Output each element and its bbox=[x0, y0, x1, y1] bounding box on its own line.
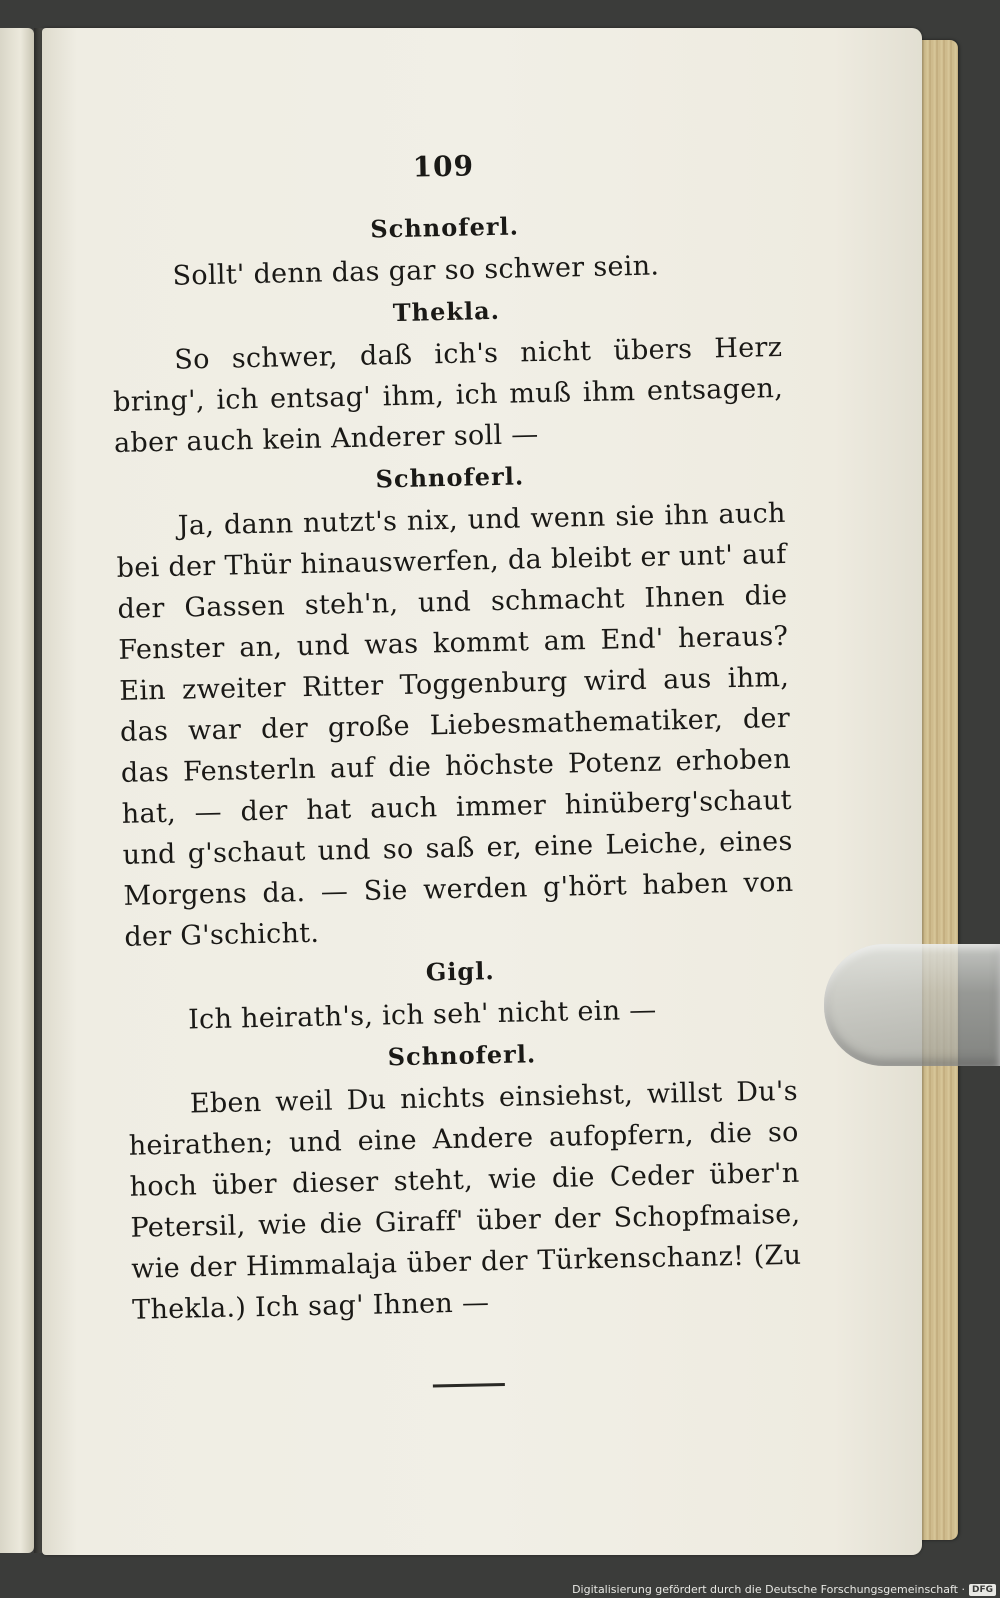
credit-text: Digitalisierung gefördert durch die Deutsche Forschungsgemeinschaft · bbox=[572, 1583, 965, 1596]
speech-text: Eben weil Du nichts einsiehst, willst Du's heirathen; und eine Andere aufopfern, die so hoch über dieser steht, wie die Ceder über'n Petersil, wie die Giraff' über der Schopfmaise, wie der Himmalaja über der Türkenschanz! (Zu Thekla.) Ich sag' Ihnen — bbox=[128, 1075, 802, 1326]
dfg-logo-icon: DFG bbox=[969, 1584, 996, 1596]
page-text bbox=[108, 143, 804, 1394]
glass-page-weight bbox=[824, 944, 1000, 1066]
speech-text: Ich heirath's, ich seh' nicht ein — bbox=[187, 994, 657, 1036]
speech-text: So schwer, daß ich's nicht übers Herz bring', ich entsag' ihm, ich muß ihm entsagen, aber auch kein Anderer soll — bbox=[112, 331, 784, 459]
speech-text: Ja, dann nutzt's nix, und wenn sie ihn auch bei der Thür hinauswerfen, da bleibt er unt' auf der Gassen steh'n, und schmacht Ihnen die Fenster an, und was kommt am End' heraus? Ein zweiter Ritter Toggenburg wird aus ihm, das war der große Liebesmathematiker, der das Fensterln auf die höchste Potenz erhoben hat, — der hat auch immer hinüberg'schaut und g'schaut und so saß er, eine Leiche, eines Morgens da. — Sie werden g'hört haben von der G'schicht. bbox=[116, 497, 794, 953]
speaker-name: Schnoferl. bbox=[375, 461, 525, 494]
page-stack-edge bbox=[918, 40, 958, 1540]
left-page-edge bbox=[0, 28, 34, 1553]
speaker-name: Schnoferl. bbox=[387, 1039, 537, 1072]
speaker-name: Thekla. bbox=[392, 295, 501, 328]
digitization-credit bbox=[572, 1583, 996, 1596]
page-number: 109 bbox=[412, 149, 475, 184]
speech-text: Sollt' denn das gar so schwer sein. bbox=[172, 250, 660, 292]
speaker-name: Gigl. bbox=[425, 956, 495, 987]
speaker-name: Schnoferl. bbox=[370, 211, 520, 244]
